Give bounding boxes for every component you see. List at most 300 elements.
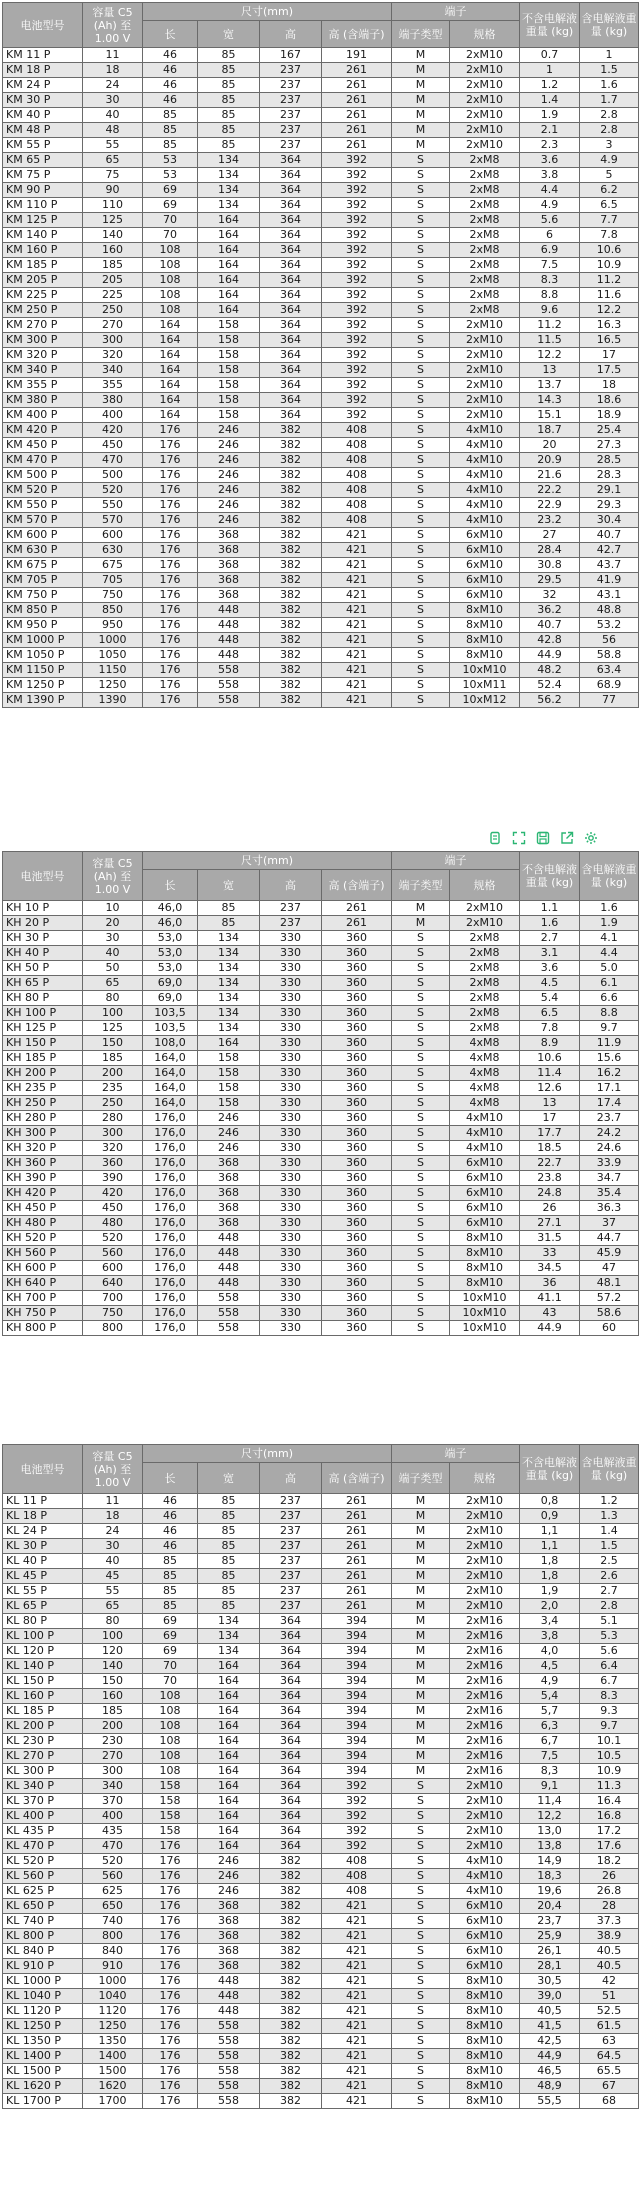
cell-length: 176 bbox=[143, 1899, 198, 1914]
cell-weight-dry: 5.4 bbox=[520, 991, 580, 1006]
cell-weight-wet: 12.2 bbox=[580, 303, 639, 318]
cell-length: 176,0 bbox=[143, 1111, 198, 1126]
cell-height: 330 bbox=[260, 1066, 322, 1081]
cell-capacity: 625 bbox=[83, 1884, 143, 1899]
copy-button[interactable] bbox=[486, 829, 504, 847]
header-height-terminal: 高 (含端子) bbox=[322, 21, 392, 48]
cell-width: 448 bbox=[198, 2004, 260, 2019]
cell-capacity: 550 bbox=[83, 498, 143, 513]
cell-width: 448 bbox=[198, 648, 260, 663]
cell-terminal-type: S bbox=[392, 633, 450, 648]
cell-weight-wet: 47 bbox=[580, 1261, 639, 1276]
table-row bbox=[3, 1171, 639, 1186]
cell-height: 330 bbox=[260, 1186, 322, 1201]
cell-model: KL 185 P bbox=[3, 1704, 83, 1719]
cell-terminal-type: S bbox=[392, 663, 450, 678]
cell-terminal-type: M bbox=[392, 1509, 450, 1524]
cell-width: 164 bbox=[198, 1794, 260, 1809]
cell-width: 164 bbox=[198, 1824, 260, 1839]
cell-terminal-spec: 6xM10 bbox=[450, 1216, 520, 1231]
cell-capacity: 250 bbox=[83, 1096, 143, 1111]
cell-length: 164 bbox=[143, 333, 198, 348]
cell-weight-wet: 26 bbox=[580, 1869, 639, 1884]
cell-height: 382 bbox=[260, 1944, 322, 1959]
cell-model: KH 320 P bbox=[3, 1141, 83, 1156]
cell-model: KM 705 P bbox=[3, 573, 83, 588]
table-row bbox=[3, 1111, 639, 1126]
header-terminal-type: 端子类型 bbox=[392, 870, 450, 901]
table-row bbox=[3, 153, 639, 168]
cell-weight-wet: 53.2 bbox=[580, 618, 639, 633]
cell-terminal-spec: 2xM16 bbox=[450, 1764, 520, 1779]
cell-height-terminal: 394 bbox=[322, 1764, 392, 1779]
cell-height-terminal: 360 bbox=[322, 1111, 392, 1126]
cell-weight-dry: 2.1 bbox=[520, 123, 580, 138]
cell-length: 164 bbox=[143, 393, 198, 408]
cell-height: 330 bbox=[260, 946, 322, 961]
cell-terminal-type: S bbox=[392, 513, 450, 528]
cell-width: 158 bbox=[198, 393, 260, 408]
cell-height: 382 bbox=[260, 678, 322, 693]
cell-height: 382 bbox=[260, 2034, 322, 2049]
header-height: 高 bbox=[260, 1463, 322, 1494]
cell-model: KM 750 P bbox=[3, 588, 83, 603]
cell-terminal-type: S bbox=[392, 1156, 450, 1171]
cell-terminal-type: S bbox=[392, 2019, 450, 2034]
cell-length: 164,0 bbox=[143, 1051, 198, 1066]
cell-terminal-type: S bbox=[392, 1839, 450, 1854]
cell-terminal-type: M bbox=[392, 1524, 450, 1539]
cell-terminal-type: S bbox=[392, 2004, 450, 2019]
cell-height: 364 bbox=[260, 408, 322, 423]
cell-height-terminal: 360 bbox=[322, 1231, 392, 1246]
cell-length: 46 bbox=[143, 1539, 198, 1554]
cell-terminal-type: S bbox=[392, 438, 450, 453]
cell-capacity: 11 bbox=[83, 1494, 143, 1509]
cell-width: 85 bbox=[198, 63, 260, 78]
kl-table-body bbox=[3, 1494, 639, 2109]
cell-height: 364 bbox=[260, 1644, 322, 1659]
cell-length: 46,0 bbox=[143, 916, 198, 931]
cell-terminal-spec: 2xM16 bbox=[450, 1644, 520, 1659]
cell-width: 134 bbox=[198, 931, 260, 946]
cell-capacity: 125 bbox=[83, 1021, 143, 1036]
cell-model: KL 435 P bbox=[3, 1824, 83, 1839]
cell-weight-dry: 20.9 bbox=[520, 453, 580, 468]
cell-terminal-spec: 2xM10 bbox=[450, 378, 520, 393]
cell-terminal-type: S bbox=[392, 2079, 450, 2094]
cell-capacity: 75 bbox=[83, 168, 143, 183]
header-height-terminal: 高 (含端子) bbox=[322, 1463, 392, 1494]
table-row bbox=[3, 2049, 639, 2064]
cell-height: 237 bbox=[260, 138, 322, 153]
cell-weight-dry: 23,7 bbox=[520, 1914, 580, 1929]
cell-height: 382 bbox=[260, 2049, 322, 2064]
cell-terminal-spec: 2xM8 bbox=[450, 931, 520, 946]
cell-capacity: 18 bbox=[83, 63, 143, 78]
cell-weight-wet: 5.6 bbox=[580, 1644, 639, 1659]
cell-weight-wet: 17.5 bbox=[580, 363, 639, 378]
cell-height-terminal: 392 bbox=[322, 348, 392, 363]
save-button[interactable] bbox=[534, 829, 552, 847]
cell-height: 330 bbox=[260, 1051, 322, 1066]
cell-weight-dry: 1.6 bbox=[520, 916, 580, 931]
cell-weight-dry: 1.4 bbox=[520, 93, 580, 108]
cell-weight-wet: 6.4 bbox=[580, 1659, 639, 1674]
cell-weight-wet: 10.1 bbox=[580, 1734, 639, 1749]
cell-height: 237 bbox=[260, 93, 322, 108]
cell-terminal-type: S bbox=[392, 2034, 450, 2049]
cell-height-terminal: 392 bbox=[322, 1824, 392, 1839]
cell-weight-wet: 24.2 bbox=[580, 1126, 639, 1141]
cell-height: 364 bbox=[260, 1734, 322, 1749]
cell-weight-dry: 4.4 bbox=[520, 183, 580, 198]
cell-length: 176 bbox=[143, 1989, 198, 2004]
cell-length: 176 bbox=[143, 543, 198, 558]
cell-terminal-spec: 6xM10 bbox=[450, 1156, 520, 1171]
cell-weight-wet: 43.1 bbox=[580, 588, 639, 603]
cell-terminal-spec: 2xM10 bbox=[450, 78, 520, 93]
cell-model: KM 400 P bbox=[3, 408, 83, 423]
cell-weight-dry: 30,5 bbox=[520, 1974, 580, 1989]
cell-terminal-type: M bbox=[392, 1689, 450, 1704]
cell-height: 364 bbox=[260, 363, 322, 378]
cell-width: 158 bbox=[198, 1051, 260, 1066]
table-row bbox=[3, 2034, 639, 2049]
cell-length: 158 bbox=[143, 1794, 198, 1809]
cell-height-terminal: 392 bbox=[322, 1794, 392, 1809]
cell-length: 108 bbox=[143, 1719, 198, 1734]
cell-model: KL 80 P bbox=[3, 1614, 83, 1629]
cell-height: 330 bbox=[260, 1126, 322, 1141]
cell-weight-wet: 16.3 bbox=[580, 318, 639, 333]
cell-length: 176,0 bbox=[143, 1261, 198, 1276]
cell-height: 382 bbox=[260, 618, 322, 633]
cell-weight-wet: 57.2 bbox=[580, 1291, 639, 1306]
expand-button[interactable] bbox=[510, 829, 528, 847]
cell-terminal-type: S bbox=[392, 618, 450, 633]
cell-height-terminal: 392 bbox=[322, 273, 392, 288]
cell-height: 167 bbox=[260, 48, 322, 63]
cell-terminal-spec: 6xM10 bbox=[450, 588, 520, 603]
cell-terminal-type: S bbox=[392, 1989, 450, 2004]
cell-terminal-type: M bbox=[392, 1674, 450, 1689]
cell-height: 382 bbox=[260, 648, 322, 663]
cell-model: KM 450 P bbox=[3, 438, 83, 453]
cell-terminal-spec: 4xM10 bbox=[450, 1884, 520, 1899]
table-row bbox=[3, 1006, 639, 1021]
table-row bbox=[3, 468, 639, 483]
table-row bbox=[3, 1021, 639, 1036]
table-row bbox=[3, 363, 639, 378]
cell-weight-wet: 6.1 bbox=[580, 976, 639, 991]
cell-height: 237 bbox=[260, 916, 322, 931]
cell-width: 164 bbox=[198, 1659, 260, 1674]
cell-length: 158 bbox=[143, 1809, 198, 1824]
cell-height-terminal: 360 bbox=[322, 1246, 392, 1261]
cell-weight-wet: 2.8 bbox=[580, 108, 639, 123]
cell-length: 108 bbox=[143, 288, 198, 303]
cell-height: 382 bbox=[260, 453, 322, 468]
cell-terminal-spec: 2xM10 bbox=[450, 916, 520, 931]
cell-model: KL 1000 P bbox=[3, 1974, 83, 1989]
cell-weight-wet: 77 bbox=[580, 693, 639, 708]
cell-model: KM 140 P bbox=[3, 228, 83, 243]
cell-height-terminal: 421 bbox=[322, 2034, 392, 2049]
cell-height-terminal: 392 bbox=[322, 288, 392, 303]
cell-terminal-type: S bbox=[392, 168, 450, 183]
table-row bbox=[3, 558, 639, 573]
cell-capacity: 420 bbox=[83, 423, 143, 438]
cell-width: 558 bbox=[198, 2034, 260, 2049]
cell-model: KL 370 P bbox=[3, 1794, 83, 1809]
cell-terminal-type: S bbox=[392, 2064, 450, 2079]
cell-weight-wet: 28.5 bbox=[580, 453, 639, 468]
cell-height-terminal: 408 bbox=[322, 498, 392, 513]
cell-height-terminal: 421 bbox=[322, 678, 392, 693]
cell-height: 364 bbox=[260, 1704, 322, 1719]
cell-height-terminal: 392 bbox=[322, 378, 392, 393]
cell-length: 176 bbox=[143, 648, 198, 663]
cell-height: 382 bbox=[260, 573, 322, 588]
cell-height-terminal: 421 bbox=[322, 603, 392, 618]
cell-weight-dry: 34.5 bbox=[520, 1261, 580, 1276]
cell-height-terminal: 421 bbox=[322, 1959, 392, 1974]
cell-height: 364 bbox=[260, 183, 322, 198]
header-length: 长 bbox=[143, 870, 198, 901]
cell-terminal-type: S bbox=[392, 1809, 450, 1824]
cell-height: 364 bbox=[260, 333, 322, 348]
cell-height: 330 bbox=[260, 1321, 322, 1336]
cell-weight-wet: 41.9 bbox=[580, 573, 639, 588]
cell-length: 176,0 bbox=[143, 1156, 198, 1171]
cell-height: 382 bbox=[260, 1959, 322, 1974]
cell-terminal-spec: 4xM8 bbox=[450, 1051, 520, 1066]
cell-model: KM 340 P bbox=[3, 363, 83, 378]
table-row bbox=[3, 2019, 639, 2034]
cell-length: 176 bbox=[143, 1974, 198, 1989]
cell-capacity: 55 bbox=[83, 138, 143, 153]
cell-height-terminal: 360 bbox=[322, 1066, 392, 1081]
cell-capacity: 18 bbox=[83, 1509, 143, 1524]
cell-height: 330 bbox=[260, 1096, 322, 1111]
settings-button[interactable] bbox=[582, 829, 600, 847]
cell-weight-wet: 63 bbox=[580, 2034, 639, 2049]
cell-capacity: 1250 bbox=[83, 2019, 143, 2034]
cell-weight-dry: 1,1 bbox=[520, 1539, 580, 1554]
cell-terminal-spec: 8xM10 bbox=[450, 2004, 520, 2019]
cell-weight-wet: 4.1 bbox=[580, 931, 639, 946]
settings-icon bbox=[584, 831, 598, 845]
cell-length: 176,0 bbox=[143, 1246, 198, 1261]
cell-terminal-type: M bbox=[392, 1734, 450, 1749]
cell-height-terminal: 392 bbox=[322, 393, 392, 408]
cell-height: 237 bbox=[260, 63, 322, 78]
cell-height: 382 bbox=[260, 693, 322, 708]
cell-model: KL 800 P bbox=[3, 1929, 83, 1944]
header-height: 高 bbox=[260, 21, 322, 48]
cell-width: 134 bbox=[198, 1614, 260, 1629]
cell-length: 176 bbox=[143, 1869, 198, 1884]
cell-terminal-spec: 2xM16 bbox=[450, 1749, 520, 1764]
cell-width: 85 bbox=[198, 138, 260, 153]
cell-capacity: 420 bbox=[83, 1186, 143, 1201]
cell-terminal-type: S bbox=[392, 1869, 450, 1884]
cell-terminal-spec: 4xM10 bbox=[450, 1126, 520, 1141]
cell-model: KM 355 P bbox=[3, 378, 83, 393]
cell-length: 69 bbox=[143, 183, 198, 198]
cell-height: 330 bbox=[260, 1156, 322, 1171]
cell-capacity: 1040 bbox=[83, 1989, 143, 2004]
cell-weight-dry: 13 bbox=[520, 363, 580, 378]
cell-height-terminal: 392 bbox=[322, 228, 392, 243]
table-row bbox=[3, 1246, 639, 1261]
cell-height: 330 bbox=[260, 961, 322, 976]
table-row bbox=[3, 1261, 639, 1276]
cell-height: 382 bbox=[260, 1854, 322, 1869]
cell-model: KH 50 P bbox=[3, 961, 83, 976]
cell-terminal-spec: 2xM10 bbox=[450, 138, 520, 153]
cell-capacity: 55 bbox=[83, 1584, 143, 1599]
cell-weight-wet: 6.2 bbox=[580, 183, 639, 198]
cell-length: 46 bbox=[143, 1494, 198, 1509]
cell-weight-wet: 5.1 bbox=[580, 1614, 639, 1629]
cell-height: 382 bbox=[260, 2094, 322, 2109]
cell-model: KM 500 P bbox=[3, 468, 83, 483]
cell-capacity: 1000 bbox=[83, 633, 143, 648]
cell-width: 134 bbox=[198, 946, 260, 961]
cell-capacity: 910 bbox=[83, 1959, 143, 1974]
cell-terminal-spec: 2xM10 bbox=[450, 1569, 520, 1584]
cell-width: 246 bbox=[198, 438, 260, 453]
cell-capacity: 370 bbox=[83, 1794, 143, 1809]
cell-weight-dry: 26,1 bbox=[520, 1944, 580, 1959]
cell-weight-dry: 18.7 bbox=[520, 423, 580, 438]
cell-terminal-type: S bbox=[392, 348, 450, 363]
cell-capacity: 1120 bbox=[83, 2004, 143, 2019]
table-row bbox=[3, 498, 639, 513]
header-width: 宽 bbox=[198, 870, 260, 901]
copy-icon bbox=[488, 831, 502, 845]
table-row bbox=[3, 528, 639, 543]
cell-model: KM 520 P bbox=[3, 483, 83, 498]
cell-width: 164 bbox=[198, 288, 260, 303]
cell-terminal-spec: 2xM10 bbox=[450, 333, 520, 348]
table-row bbox=[3, 1051, 639, 1066]
cell-width: 368 bbox=[198, 1201, 260, 1216]
cell-weight-wet: 45.9 bbox=[580, 1246, 639, 1261]
cell-length: 70 bbox=[143, 213, 198, 228]
cell-model: KM 18 P bbox=[3, 63, 83, 78]
cell-terminal-type: S bbox=[392, 393, 450, 408]
cell-terminal-spec: 6xM10 bbox=[450, 558, 520, 573]
cell-model: KH 200 P bbox=[3, 1066, 83, 1081]
cell-weight-dry: 5,7 bbox=[520, 1704, 580, 1719]
cell-height: 330 bbox=[260, 1021, 322, 1036]
cell-height-terminal: 421 bbox=[322, 663, 392, 678]
table-row bbox=[3, 378, 639, 393]
cell-weight-dry: 9.6 bbox=[520, 303, 580, 318]
cell-weight-dry: 27 bbox=[520, 528, 580, 543]
cell-height-terminal: 408 bbox=[322, 468, 392, 483]
cell-length: 176 bbox=[143, 1944, 198, 1959]
header-weight-dry: 不含电解液重量 (kg) bbox=[520, 3, 580, 48]
cell-weight-dry: 48,9 bbox=[520, 2079, 580, 2094]
cell-model: KM 11 P bbox=[3, 48, 83, 63]
share-button[interactable] bbox=[558, 829, 576, 847]
cell-height: 330 bbox=[260, 1111, 322, 1126]
cell-width: 164 bbox=[198, 258, 260, 273]
cell-terminal-spec: 6xM10 bbox=[450, 1899, 520, 1914]
table-row bbox=[3, 931, 639, 946]
cell-terminal-type: M bbox=[392, 1614, 450, 1629]
cell-model: KL 140 P bbox=[3, 1659, 83, 1674]
cell-terminal-spec: 2xM8 bbox=[450, 976, 520, 991]
cell-height-terminal: 261 bbox=[322, 1524, 392, 1539]
cell-height-terminal: 261 bbox=[322, 1494, 392, 1509]
cell-weight-wet: 40.7 bbox=[580, 528, 639, 543]
table-row bbox=[3, 393, 639, 408]
cell-height-terminal: 408 bbox=[322, 423, 392, 438]
km-table-section bbox=[0, 2, 640, 708]
cell-model: KL 470 P bbox=[3, 1839, 83, 1854]
cell-width: 246 bbox=[198, 1884, 260, 1899]
cell-terminal-spec: 2xM10 bbox=[450, 1539, 520, 1554]
cell-terminal-spec: 10xM11 bbox=[450, 678, 520, 693]
cell-height: 330 bbox=[260, 1006, 322, 1021]
cell-capacity: 120 bbox=[83, 1644, 143, 1659]
header-width: 宽 bbox=[198, 1463, 260, 1494]
cell-length: 53 bbox=[143, 168, 198, 183]
cell-terminal-spec: 4xM10 bbox=[450, 513, 520, 528]
cell-weight-wet: 58.8 bbox=[580, 648, 639, 663]
cell-width: 164 bbox=[198, 1734, 260, 1749]
cell-terminal-type: S bbox=[392, 1126, 450, 1141]
cell-weight-wet: 5 bbox=[580, 168, 639, 183]
cell-weight-dry: 4,5 bbox=[520, 1659, 580, 1674]
cell-terminal-spec: 2xM16 bbox=[450, 1674, 520, 1689]
cell-terminal-spec: 2xM8 bbox=[450, 303, 520, 318]
cell-capacity: 480 bbox=[83, 1216, 143, 1231]
cell-height-terminal: 421 bbox=[322, 1899, 392, 1914]
cell-terminal-spec: 2xM10 bbox=[450, 1824, 520, 1839]
cell-terminal-spec: 2xM10 bbox=[450, 1599, 520, 1614]
cell-model: KH 560 P bbox=[3, 1246, 83, 1261]
cell-terminal-type: M bbox=[392, 1629, 450, 1644]
cell-terminal-type: M bbox=[392, 1569, 450, 1584]
cell-capacity: 1050 bbox=[83, 648, 143, 663]
cell-weight-wet: 16.8 bbox=[580, 1809, 639, 1824]
cell-terminal-type: M bbox=[392, 1719, 450, 1734]
cell-weight-dry: 5,4 bbox=[520, 1689, 580, 1704]
cell-length: 176,0 bbox=[143, 1216, 198, 1231]
cell-height: 330 bbox=[260, 1291, 322, 1306]
cell-height: 382 bbox=[260, 558, 322, 573]
cell-height: 364 bbox=[260, 213, 322, 228]
table-row bbox=[3, 408, 639, 423]
header-terminal: 端子 bbox=[392, 1445, 520, 1463]
header-terminal-spec: 规格 bbox=[450, 1463, 520, 1494]
cell-length: 69,0 bbox=[143, 991, 198, 1006]
cell-model: KL 625 P bbox=[3, 1884, 83, 1899]
table-row bbox=[3, 198, 639, 213]
table-row bbox=[3, 48, 639, 63]
cell-weight-dry: 3,8 bbox=[520, 1629, 580, 1644]
cell-terminal-type: S bbox=[392, 1276, 450, 1291]
cell-weight-dry: 8.3 bbox=[520, 273, 580, 288]
cell-weight-dry: 22.9 bbox=[520, 498, 580, 513]
cell-weight-dry: 6,7 bbox=[520, 1734, 580, 1749]
